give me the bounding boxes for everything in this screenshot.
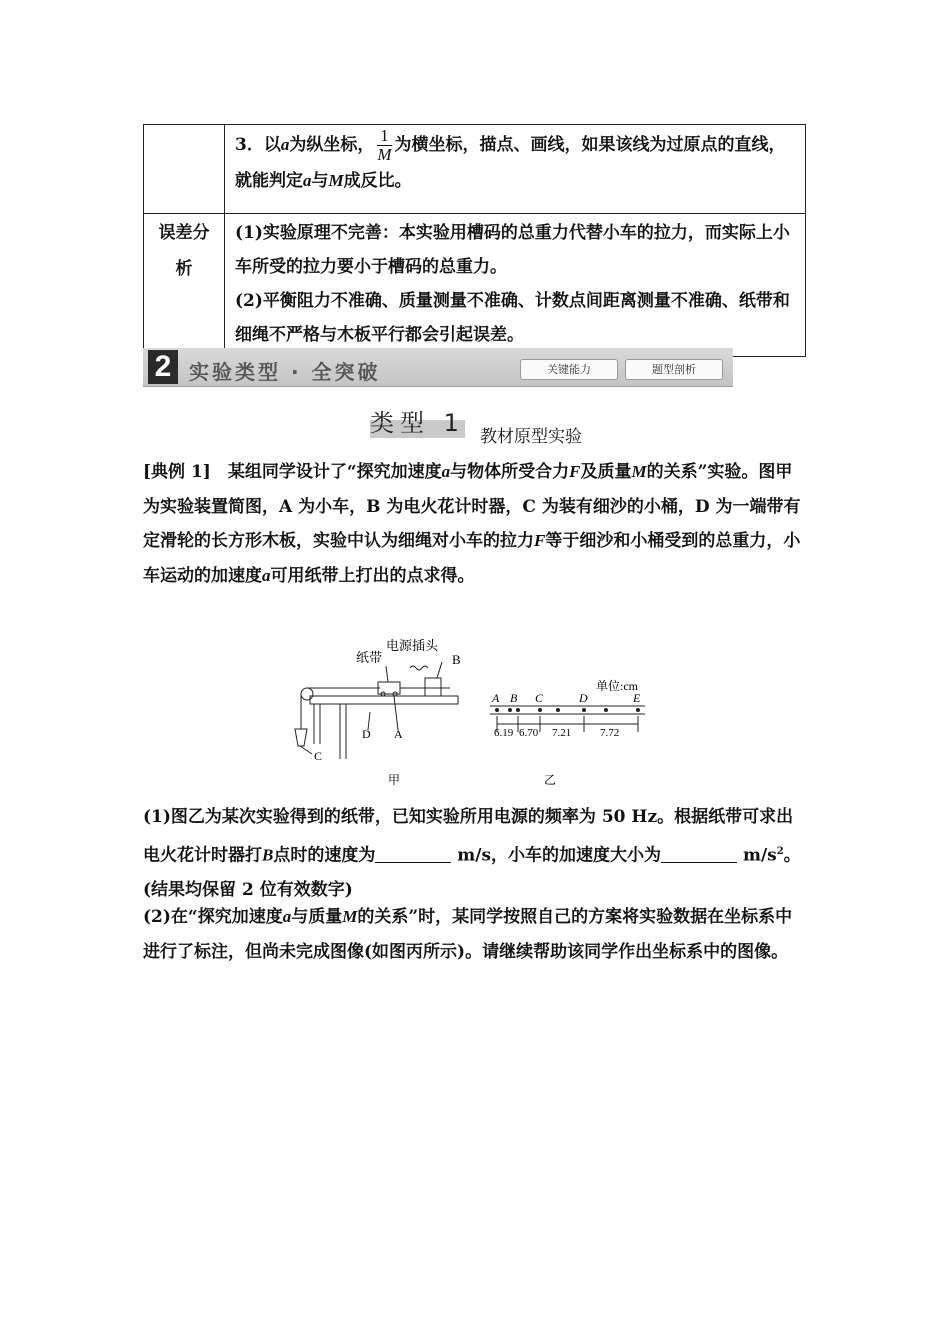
answer-blank-acceleration[interactable] [661,844,737,863]
label-a: A [394,727,403,741]
error-analysis-content [225,214,806,357]
one-over-m-fraction: $\frac{1}{M}$ [377,126,392,164]
label-c: C [314,749,323,763]
tab-question-analysis[interactable]: 题型剖析 [625,359,723,380]
timer-b [425,678,441,696]
question-2: (2)在“探究加速度a与质量M的关系”时，某同学按照自己的方案将实验数据在坐标系中进行了标注，但尚未完成图像(如图丙所示)。请继续帮助该同学作出坐标系中的图像。 [143,907,793,962]
type-box: 类型 1 [370,409,465,437]
apparatus-diagram-jia [295,662,458,759]
bucket-c [295,729,307,746]
experiment-figure [290,634,650,790]
row-label-error-analysis: 误差分析 [144,214,225,357]
distance-ab: 6.19 [494,727,514,739]
tape-label: 纸带 [356,650,383,665]
power-plug-label: 电源插头 [386,638,439,653]
distance-bc: 6.70 [519,727,539,739]
caption-jia: 甲 [388,773,401,787]
caption-yi: 乙 [544,773,557,787]
section-title: 实验类型 · 全突破 [189,360,381,384]
row-label-empty [144,125,225,214]
label-d: D [362,727,371,741]
table-row [144,125,806,214]
point-b: B [510,691,518,705]
type-label: 教材原型实验 [480,427,582,447]
distance-de: 7.72 [600,727,620,739]
error-item-1: (1)实验原理不完善：本实验用槽码的总重力代替小车的拉力，而实际上小车所受的拉力要小于槽码的总重力。 [235,223,790,277]
tab-key-ability[interactable]: 关键能力 [520,359,618,380]
pulley [301,688,313,700]
power-cord [410,666,428,670]
error-item-2: (2)平衡阻力不准确、质量测量不准确、计数点间距离测量不准确、纸带和细绳不严格与木板平行都会引起误差。 [235,291,790,345]
unit-label: 单位:cm [596,679,638,693]
point-c: C [535,691,544,705]
answer-blank-velocity[interactable] [375,844,451,863]
point-a: A [492,691,500,705]
table-row [144,214,806,357]
board-d [310,696,458,704]
point-d: D [579,691,588,705]
distance-cd: 7.21 [552,727,572,739]
example-paragraph: [典例 1] 某组同学设计了“探究加速度a与物体所受合力F及质量M的关系”实验。图甲为实验装置简图，A 为小车，B 为电火花计时器，C 为装有细沙的小桶，D 为一端带有定滑轮的长方形木板，实验中认为细绳对小车的拉力F等于细沙和小桶受到的总重力，小车运动的加速度a可用纸带上打出的点求得。 [143,462,801,586]
analysis-table [143,124,806,357]
method-step-3: 3．以a为纵坐标， $\frac{1}{M}$ 为横坐标，描点、画线，如果该线为过原点的直线，就能判定a与M成反比。 [225,125,806,214]
question-1: (1)图乙为某次实验得到的纸带，已知实验所用电源的频率为 50 Hz。根据纸带可求出电火花计时器打B点时的速度为 m/s，小车的加速度大小为 $m/s^2$。(结果均保留 2 位有效数字) [143,807,801,900]
section-banner [143,348,733,387]
label-b: B [452,652,461,667]
section-number: 2 [148,350,178,384]
point-e: E [633,691,641,705]
